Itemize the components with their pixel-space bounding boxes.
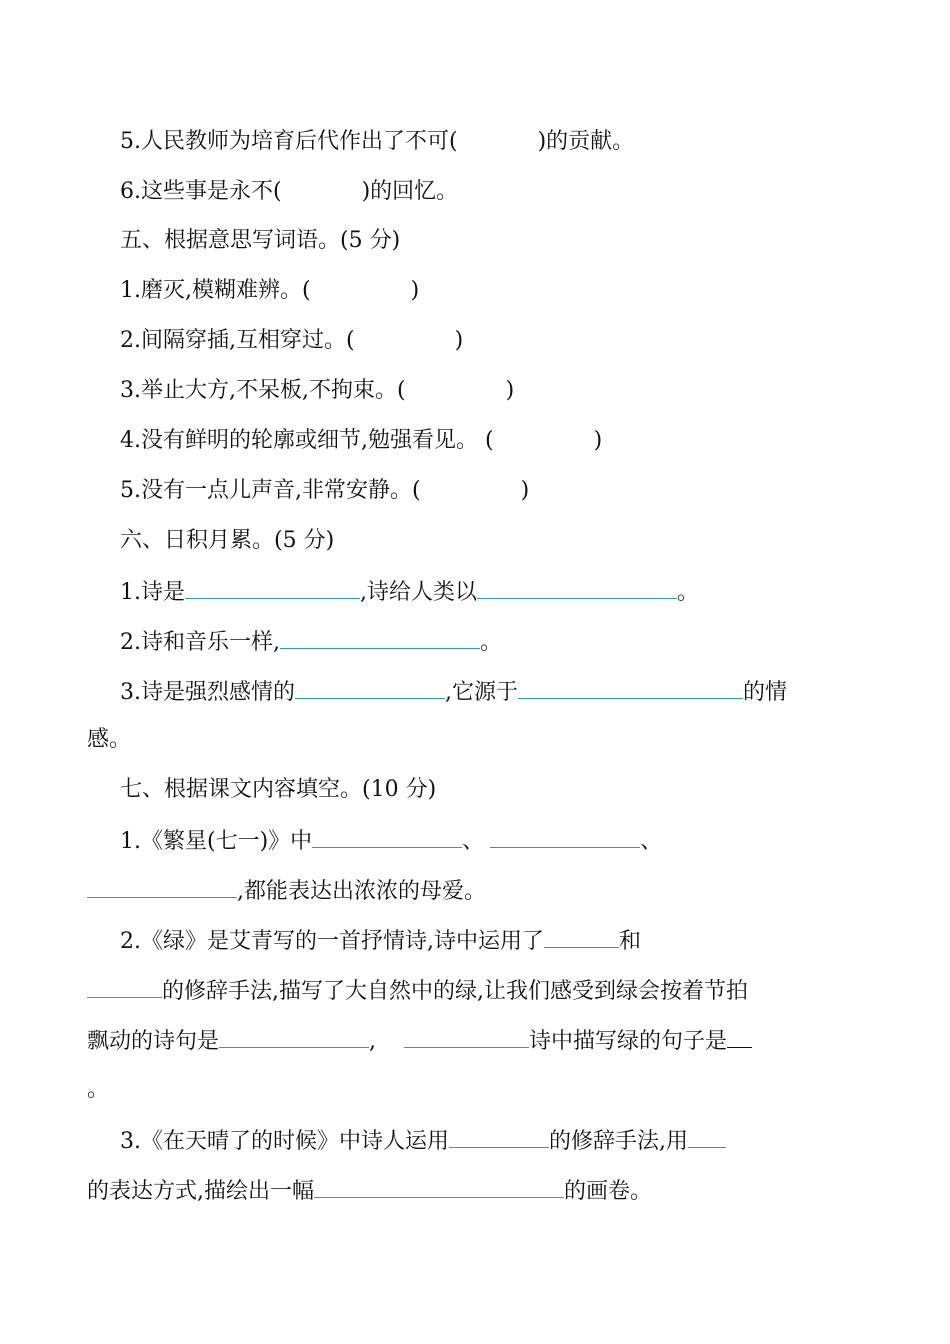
q6-3: 3.诗是强烈感情的 ,它源于 的情 (120, 676, 787, 708)
q6-2: 2.诗和音乐一样, 。 (120, 626, 502, 658)
q7-2-cont2: 飘动的诗句是 , 诗中描写绿的句子是 (87, 1025, 752, 1057)
section-6-title: 六、日积月累。(5 分) (120, 528, 335, 553)
q6-1: 1.诗是 ,诗给人类以 。 (120, 576, 699, 608)
fill-blank[interactable] (688, 1125, 726, 1148)
section-5-title: 五、根据意思写词语。(5 分) (120, 228, 401, 253)
fill-blank[interactable] (404, 1025, 529, 1048)
fill-blank[interactable] (544, 925, 619, 948)
fill-blank[interactable] (477, 576, 677, 599)
fill-blank[interactable] (185, 576, 360, 599)
q7-1: 1.《繁星(七一)》中 、 、 (120, 825, 662, 857)
fill-blank[interactable] (312, 825, 462, 848)
fill-blank[interactable] (518, 676, 743, 699)
q5-1: 1.磨灭,模糊难辨。( ) (120, 278, 420, 303)
fill-blank[interactable] (490, 825, 640, 848)
q4-6: 6.这些事是永不( )的回忆。 (120, 179, 459, 204)
q4-5: 5.人民教师为培育后代作出了不可( )的贡献。 (120, 129, 635, 154)
q5-2: 2.间隔穿插,互相穿过。( ) (120, 328, 464, 353)
q7-1-cont: ,都能表达出浓浓的母爱。 (87, 875, 486, 907)
fill-blank[interactable] (314, 1175, 564, 1198)
q7-2-cont1: 的修辞手法,描写了大自然中的绿,让我们感受到绿会按着节拍 (87, 975, 748, 1007)
fill-blank[interactable] (449, 1125, 549, 1148)
q7-2: 2.《绿》是艾青写的一首抒情诗,诗中运用了 和 (120, 925, 641, 957)
fill-blank[interactable] (280, 626, 480, 649)
section-7-title: 七、根据课文内容填空。(10 分) (120, 777, 437, 802)
fill-blank[interactable] (87, 875, 237, 898)
fill-blank[interactable] (727, 1025, 752, 1048)
q5-3: 3.举止大方,不呆板,不拘束。( ) (120, 378, 515, 403)
q5-5: 5.没有一点儿声音,非常安静。( ) (120, 478, 530, 503)
fill-blank[interactable] (219, 1025, 369, 1048)
q7-2-cont3: 。 (87, 1077, 110, 1102)
q7-3-cont: 的表达方式,描绘出一幅 的画卷。 (87, 1175, 652, 1207)
q5-4: 4.没有鲜明的轮廓或细节,勉强看见。 ( ) (120, 428, 603, 453)
fill-blank[interactable] (87, 975, 162, 998)
fill-blank[interactable] (295, 676, 445, 699)
q6-3-cont: 感。 (87, 727, 132, 752)
q7-3: 3.《在天晴了的时候》中诗人运用 的修辞手法,用 (120, 1125, 726, 1157)
